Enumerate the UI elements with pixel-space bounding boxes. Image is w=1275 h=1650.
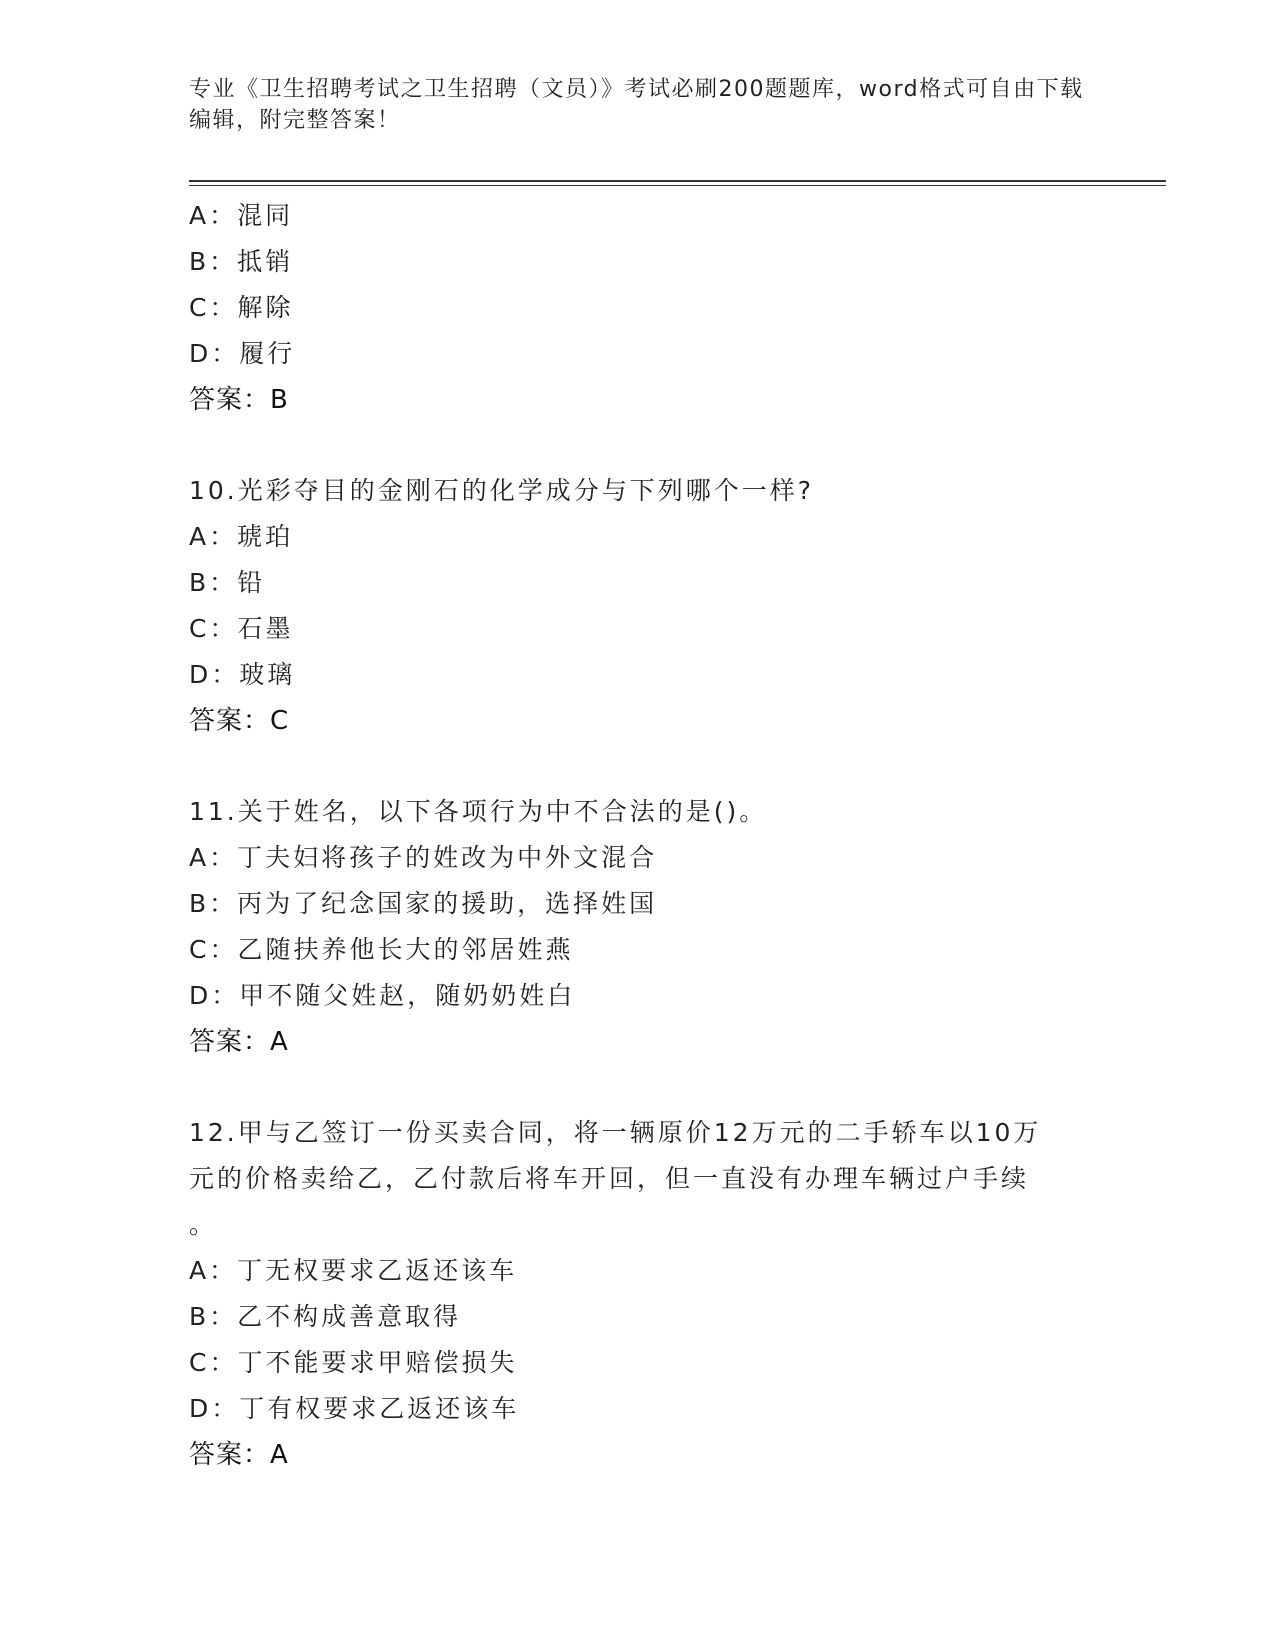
option-a: A：琥珀 xyxy=(189,522,294,551)
option-a: A：丁无权要求乙返还该车 xyxy=(189,1256,518,1285)
question-10 xyxy=(189,468,1089,744)
answer: 答案：C xyxy=(189,706,290,736)
option-b: B：乙不构成善意取得 xyxy=(189,1302,462,1331)
option-b: B：铅 xyxy=(189,568,266,597)
option-b: B：抵销 xyxy=(189,247,294,276)
option-d: D：玻璃 xyxy=(189,660,296,689)
question-stem-line-1: 12.甲与乙签订一份买卖合同，将一辆原价12万元的二手轿车以10万 xyxy=(189,1118,1042,1147)
option-d: D：甲不随父姓赵，随奶奶姓白 xyxy=(189,981,576,1010)
option-c: C：丁不能要求甲赔偿损失 xyxy=(189,1348,518,1377)
answer: 答案：B xyxy=(189,385,289,415)
question-11 xyxy=(189,789,1089,1065)
answer: 答案：A xyxy=(189,1440,289,1470)
option-c: C：乙随扶养他长大的邻居姓燕 xyxy=(189,935,574,964)
document-header: 专业《卫生招聘考试之卫生招聘（文员）》考试必刷200题题库，word格式可自由下载编辑，附完整答案！ xyxy=(189,77,1084,133)
answer: 答案：A xyxy=(189,1027,289,1057)
header-divider-thick xyxy=(189,180,1166,182)
question-9 xyxy=(189,193,1089,423)
option-c: C：解除 xyxy=(189,293,294,322)
question-list xyxy=(189,193,1089,1478)
question-stem: 10.光彩夺目的金刚石的化学成分与下列哪个一样? xyxy=(189,476,815,505)
option-a: A：混同 xyxy=(189,201,294,230)
option-c: C：石墨 xyxy=(189,614,294,643)
question-12 xyxy=(189,1110,1089,1478)
question-stem-line-2: 元的价格卖给乙，乙付款后将车开回，但一直没有办理车辆过户手续 xyxy=(189,1164,1030,1193)
option-d: D：丁有权要求乙返还该车 xyxy=(189,1394,520,1423)
option-d: D：履行 xyxy=(189,339,296,368)
question-stem-line-3: 。 xyxy=(189,1210,218,1239)
option-a: A：丁夫妇将孩子的姓改为中外文混合 xyxy=(189,843,658,872)
option-b: B：丙为了纪念国家的援助，选择姓国 xyxy=(189,889,658,918)
header-divider-thin xyxy=(189,185,1166,186)
question-stem: 11.关于姓名，以下各项行为中不合法的是()。 xyxy=(189,797,768,826)
